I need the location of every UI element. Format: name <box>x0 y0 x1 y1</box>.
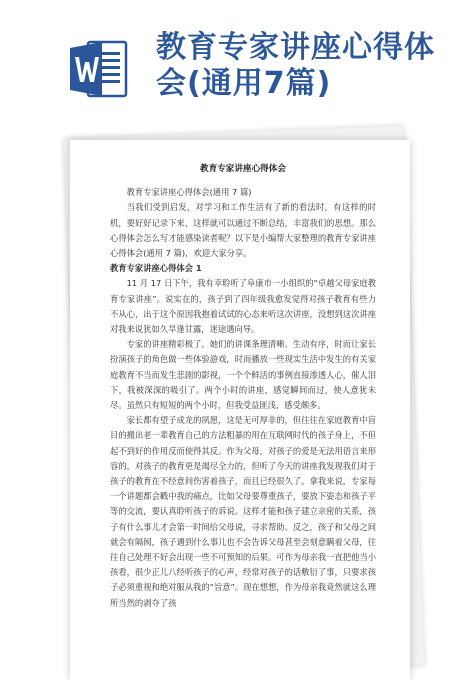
paragraph-intro: 当我们受到启发，对学习和工作生活有了新的看法时，有这样的时机，要好好记录下来，这样就可以通过不断总结，丰富我们的思想。那么心得体会怎么写才能感染读者呢？以下是小编帮大家整理的教育专家讲座心得体会(通用 7 篇)，欢迎大家分享。 <box>110 202 376 259</box>
paragraph-1: 11 月 17 日下午，我有幸聆听了阜康市一小组织的“卓越父母家庭教育专家讲座”。说实在的，孩子到了四年级我愈发觉得对孩子教育有些力不从心，出于这个原因我抱着试试的心态来听这次讲座，没想到这次讲座对我来说犹如久旱逢甘露，迷途遇向导。 <box>110 278 376 335</box>
document-page <box>70 140 410 680</box>
page-title: 教育专家讲座心得体会 <box>200 164 286 174</box>
paragraph-subtitle: 教育专家讲座心得体会(通用 7 篇) <box>126 187 252 198</box>
header <box>0 0 474 130</box>
paragraph-2: 专家的讲座精彩极了。她们的讲课条理清晰、生动有序，时而让家长扮演孩子的角色做一些体验游戏，时而播放一些现实生活中发生的有关家庭教育不当而发生悲剧的影视，一个个鲜活的事例直接渗透人心，催人泪下，我被深深的吸引了。两个小时的讲座，感觉瞬间而过，使人意犹未尽。虽然只有短短的两个小时，但我受益匪浅，感受颇多。 <box>110 339 376 411</box>
document-body <box>110 162 376 611</box>
paragraph-3: 家长都有望子成龙的夙愿，这是无可厚非的，但往往在家庭教育中盲目的搬出老一辈教育自己的方法粗暴的用在互联网时代的孩子身上，不但起不到好的作用反而使得其反。作为父母，对孩子的爱是无法用语言来形容的，对孩子的教育更是竭尽全力的，但听了今天的讲座我发现我们对于孩子的教育在不经意间伤害着孩子，而且已经很久了。拿我来说，专家每一个讲题都会戳中我的痛点，比如父母要尊重孩子，要放下姿态和孩子平等的交流，要认真聆听孩子的诉说。这样才能和孩子建立亲密的关系，孩子有什么事儿才会第一时间给父母说，寻求帮助。反之，孩子和父母之间就会有隔阂，孩子遇到什么事儿也不会告诉父母甚至会刻意瞒着父母，往往自己处理不好会出现一些不可预知的后果。可作为母亲我一直把他当小孩看，很少正儿八经听孩子的心声，经常对孩子的话敷衍了事，只要求孩子必须重视和绝对服从我的“旨意”。现在想想，作为母亲我竟然就这么理所当然的剥夺了孩 <box>110 415 376 608</box>
document-title-banner: 教育专家讲座心得体会(通用7篇) <box>156 30 435 101</box>
word-icon <box>70 40 128 98</box>
section-heading: 教育专家讲座心得体会 1 <box>110 263 202 274</box>
